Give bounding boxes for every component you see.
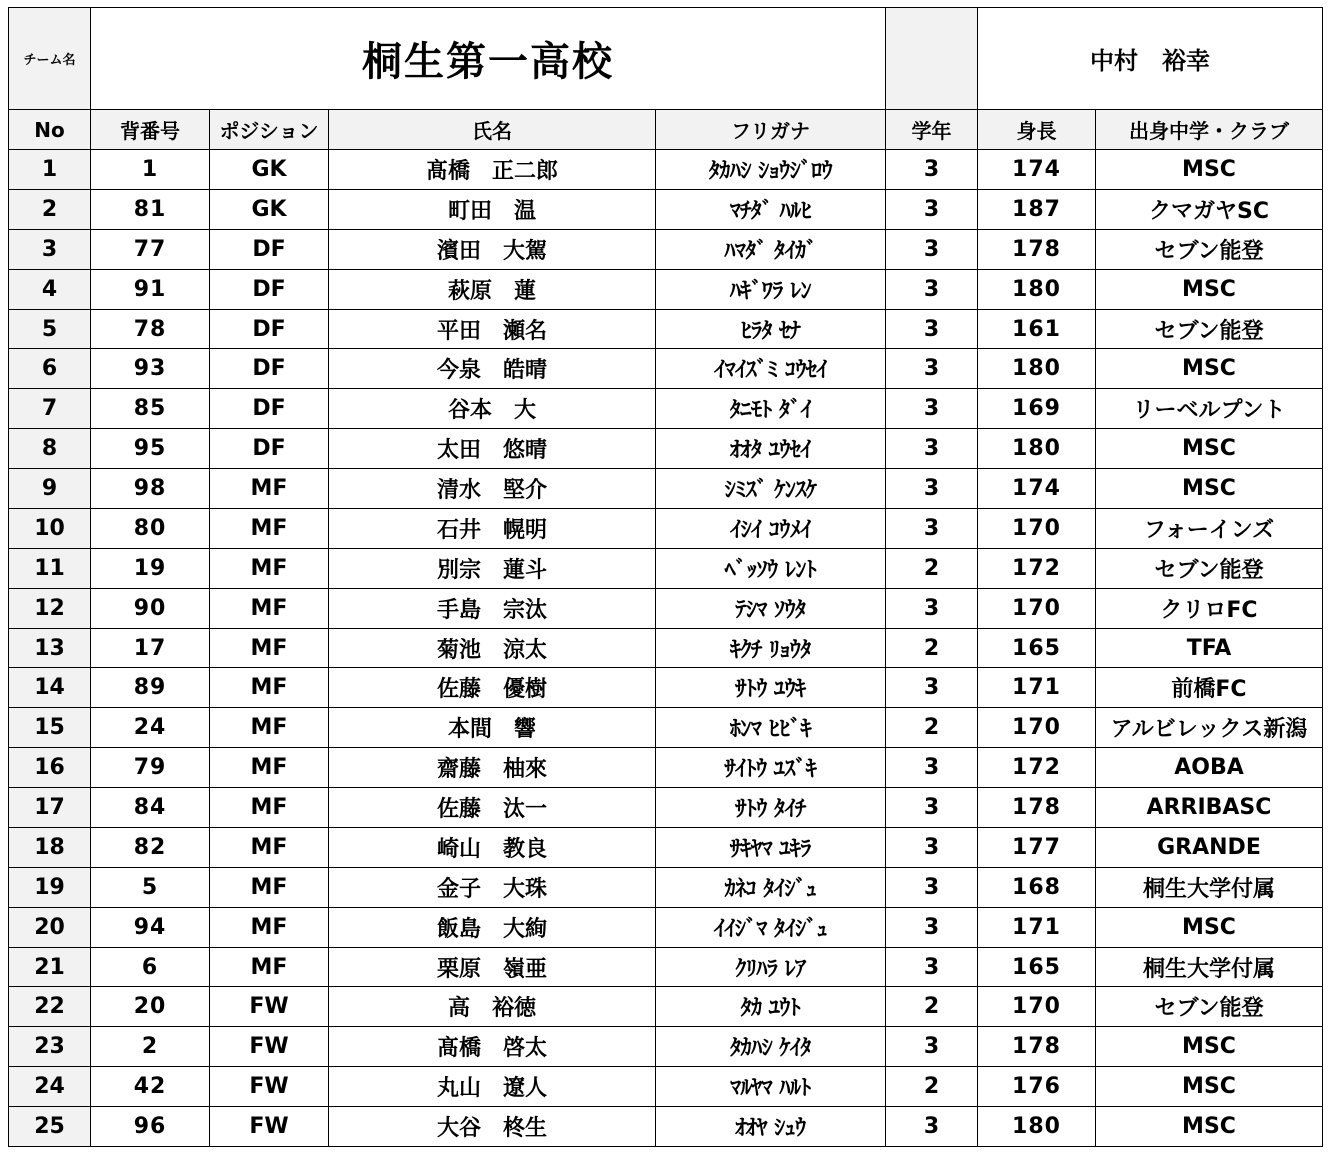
cell-position: FW: [210, 987, 329, 1027]
cell-grade: 3: [886, 229, 978, 269]
cell-height: 169: [978, 389, 1096, 429]
col-header-kana: フリガナ: [656, 110, 886, 150]
cell-no: 18: [9, 827, 91, 867]
cell-kana: ﾀｶ ﾕｳﾄ: [656, 987, 886, 1027]
cell-kana: ｻﾄｳ ﾀｲﾁ: [656, 788, 886, 828]
cell-number: 6: [91, 947, 210, 987]
cell-height: 180: [978, 269, 1096, 309]
cell-position: MF: [210, 628, 329, 668]
col-header-club: 出身中学・クラブ: [1096, 110, 1323, 150]
table-row: [9, 349, 1323, 389]
cell-name: 萩原 蓮: [329, 269, 656, 309]
cell-grade: 3: [886, 469, 978, 509]
cell-position: MF: [210, 947, 329, 987]
table-row: [9, 1027, 1323, 1067]
cell-club: 桐生大学付属: [1096, 947, 1323, 987]
table-row: [9, 229, 1323, 269]
cell-position: FW: [210, 1107, 329, 1147]
table-row: [9, 469, 1323, 509]
col-header-position: ポジション: [210, 110, 329, 150]
table-row: [9, 1067, 1323, 1107]
cell-no: 2: [9, 189, 91, 229]
col-header-height: 身長: [978, 110, 1096, 150]
cell-number: 20: [91, 987, 210, 1027]
cell-no: 5: [9, 309, 91, 349]
cell-position: MF: [210, 469, 329, 509]
cell-club: MSC: [1096, 907, 1323, 947]
cell-height: 172: [978, 548, 1096, 588]
cell-club: TFA: [1096, 628, 1323, 668]
cell-grade: 3: [886, 668, 978, 708]
cell-number: 94: [91, 907, 210, 947]
cell-kana: ﾏﾙﾔﾏ ﾊﾙﾄ: [656, 1067, 886, 1107]
cell-kana: ﾀﾆﾓﾄ ﾀﾞｲ: [656, 389, 886, 429]
cell-name: 清水 堅介: [329, 469, 656, 509]
cell-club: クマガヤSC: [1096, 189, 1323, 229]
cell-club: アルビレックス新潟: [1096, 708, 1323, 748]
cell-height: 174: [978, 150, 1096, 190]
cell-kana: ﾎﾝﾏ ﾋﾋﾞｷ: [656, 708, 886, 748]
cell-height: 177: [978, 827, 1096, 867]
cell-kana: ｲｼｲ ｺｳﾒｲ: [656, 508, 886, 548]
table-row: [9, 150, 1323, 190]
cell-no: 19: [9, 867, 91, 907]
cell-no: 4: [9, 269, 91, 309]
cell-club: 前橋FC: [1096, 668, 1323, 708]
col-header-grade: 学年: [886, 110, 978, 150]
coach-name: 中村 裕幸: [978, 8, 1323, 110]
cell-no: 3: [9, 229, 91, 269]
table-row: [9, 748, 1323, 788]
cell-name: 栗原 嶺亜: [329, 947, 656, 987]
cell-name: 平田 瀬名: [329, 309, 656, 349]
cell-grade: 3: [886, 588, 978, 628]
cell-no: 21: [9, 947, 91, 987]
cell-name: 谷本 大: [329, 389, 656, 429]
table-row: [9, 668, 1323, 708]
cell-position: MF: [210, 708, 329, 748]
cell-kana: ﾍﾞｯｿｳ ﾚﾝﾄ: [656, 548, 886, 588]
col-header-no: No: [9, 110, 91, 150]
table-row: [9, 389, 1323, 429]
cell-club: GRANDE: [1096, 827, 1323, 867]
cell-height: 187: [978, 189, 1096, 229]
cell-club: 桐生大学付属: [1096, 867, 1323, 907]
cell-number: 85: [91, 389, 210, 429]
cell-height: 178: [978, 1027, 1096, 1067]
cell-height: 170: [978, 588, 1096, 628]
cell-no: 13: [9, 628, 91, 668]
player-rows: [9, 150, 1323, 1147]
team-label: チーム名: [9, 8, 91, 110]
cell-grade: 3: [886, 947, 978, 987]
cell-position: DF: [210, 429, 329, 469]
cell-number: 78: [91, 309, 210, 349]
cell-grade: 2: [886, 628, 978, 668]
cell-kana: ｲﾏｲｽﾞﾐ ｺｳｾｲ: [656, 349, 886, 389]
table-row: [9, 548, 1323, 588]
cell-kana: ｻｷﾔﾏ ﾕｷﾗ: [656, 827, 886, 867]
cell-club: セブン能登: [1096, 548, 1323, 588]
cell-name: 町田 温: [329, 189, 656, 229]
cell-height: 178: [978, 788, 1096, 828]
cell-name: 石井 幌明: [329, 508, 656, 548]
cell-number: 98: [91, 469, 210, 509]
cell-height: 165: [978, 628, 1096, 668]
cell-number: 84: [91, 788, 210, 828]
cell-position: MF: [210, 907, 329, 947]
cell-kana: ｶﾈｺ ﾀｲｼﾞｭ: [656, 867, 886, 907]
cell-name: 佐藤 優樹: [329, 668, 656, 708]
cell-club: MSC: [1096, 429, 1323, 469]
cell-position: MF: [210, 827, 329, 867]
cell-no: 11: [9, 548, 91, 588]
table-row: [9, 628, 1323, 668]
cell-name: 金子 大珠: [329, 867, 656, 907]
cell-number: 91: [91, 269, 210, 309]
cell-no: 20: [9, 907, 91, 947]
cell-name: 崎山 教良: [329, 827, 656, 867]
cell-grade: 2: [886, 987, 978, 1027]
cell-number: 42: [91, 1067, 210, 1107]
table-row: [9, 508, 1323, 548]
table-row: [9, 309, 1323, 349]
col-header-number: 背番号: [91, 110, 210, 150]
table-row: [9, 708, 1323, 748]
cell-number: 80: [91, 508, 210, 548]
cell-kana: ﾏﾁﾀﾞ ﾊﾙﾋ: [656, 189, 886, 229]
cell-number: 1: [91, 150, 210, 190]
cell-position: MF: [210, 508, 329, 548]
cell-position: DF: [210, 269, 329, 309]
table-row: [9, 987, 1323, 1027]
cell-number: 89: [91, 668, 210, 708]
cell-kana: ﾋﾗﾀ ｾﾅ: [656, 309, 886, 349]
cell-height: 161: [978, 309, 1096, 349]
cell-no: 7: [9, 389, 91, 429]
cell-number: 17: [91, 628, 210, 668]
table-row: [9, 788, 1323, 828]
cell-number: 79: [91, 748, 210, 788]
cell-position: MF: [210, 788, 329, 828]
cell-number: 90: [91, 588, 210, 628]
cell-number: 5: [91, 867, 210, 907]
cell-no: 22: [9, 987, 91, 1027]
col-header-name: 氏名: [329, 110, 656, 150]
cell-kana: ﾃｼﾏ ｿｳﾀ: [656, 588, 886, 628]
cell-kana: ﾊｷﾞﾜﾗ ﾚﾝ: [656, 269, 886, 309]
cell-name: 齋藤 柚來: [329, 748, 656, 788]
cell-grade: 3: [886, 269, 978, 309]
cell-kana: ｷｸﾁ ﾘｮｳﾀ: [656, 628, 886, 668]
cell-grade: 3: [886, 907, 978, 947]
table-row: [9, 907, 1323, 947]
cell-club: MSC: [1096, 150, 1323, 190]
cell-no: 6: [9, 349, 91, 389]
cell-number: 77: [91, 229, 210, 269]
cell-position: GK: [210, 189, 329, 229]
cell-name: 濱田 大駕: [329, 229, 656, 269]
cell-kana: ｸﾘﾊﾗ ﾚｱ: [656, 947, 886, 987]
cell-position: FW: [210, 1067, 329, 1107]
cell-height: 172: [978, 748, 1096, 788]
column-header-row: [9, 110, 1323, 150]
cell-height: 168: [978, 867, 1096, 907]
cell-no: 25: [9, 1107, 91, 1147]
cell-position: DF: [210, 309, 329, 349]
cell-club: セブン能登: [1096, 229, 1323, 269]
cell-height: 180: [978, 1107, 1096, 1147]
table-row: [9, 1107, 1323, 1147]
cell-kana: ｼﾐｽﾞ ｹﾝｽｹ: [656, 469, 886, 509]
cell-height: 171: [978, 907, 1096, 947]
cell-height: 178: [978, 229, 1096, 269]
cell-club: MSC: [1096, 349, 1323, 389]
cell-height: 171: [978, 668, 1096, 708]
cell-no: 24: [9, 1067, 91, 1107]
cell-club: MSC: [1096, 269, 1323, 309]
cell-position: DF: [210, 229, 329, 269]
cell-number: 96: [91, 1107, 210, 1147]
cell-number: 93: [91, 349, 210, 389]
cell-grade: 3: [886, 309, 978, 349]
cell-name: 今泉 皓晴: [329, 349, 656, 389]
roster-table: [8, 7, 1323, 1147]
table-row: [9, 189, 1323, 229]
team-name: 桐生第一高校: [91, 8, 886, 110]
cell-name: 佐藤 汰一: [329, 788, 656, 828]
cell-height: 180: [978, 349, 1096, 389]
cell-number: 24: [91, 708, 210, 748]
team-header-row: [9, 8, 1323, 110]
table-row: [9, 429, 1323, 469]
cell-club: MSC: [1096, 1067, 1323, 1107]
cell-kana: ﾊﾏﾀﾞ ﾀｲｶﾞ: [656, 229, 886, 269]
cell-height: 170: [978, 508, 1096, 548]
cell-number: 81: [91, 189, 210, 229]
cell-name: 髙橋 正二郎: [329, 150, 656, 190]
table-row: [9, 867, 1323, 907]
cell-grade: 3: [886, 827, 978, 867]
cell-no: 23: [9, 1027, 91, 1067]
cell-no: 12: [9, 588, 91, 628]
cell-grade: 3: [886, 748, 978, 788]
cell-position: MF: [210, 548, 329, 588]
cell-number: 82: [91, 827, 210, 867]
cell-kana: ｻｲﾄｳ ﾕｽﾞｷ: [656, 748, 886, 788]
cell-grade: 3: [886, 1107, 978, 1147]
cell-club: クリロFC: [1096, 588, 1323, 628]
cell-name: 太田 悠晴: [329, 429, 656, 469]
cell-grade: 3: [886, 508, 978, 548]
cell-kana: ｵｵﾀ ﾕｳｾｲ: [656, 429, 886, 469]
table-row: [9, 947, 1323, 987]
cell-no: 14: [9, 668, 91, 708]
table-row: [9, 588, 1323, 628]
cell-height: 180: [978, 429, 1096, 469]
cell-club: AOBA: [1096, 748, 1323, 788]
cell-number: 2: [91, 1027, 210, 1067]
cell-no: 10: [9, 508, 91, 548]
cell-club: MSC: [1096, 1027, 1323, 1067]
cell-club: MSC: [1096, 1107, 1323, 1147]
cell-position: DF: [210, 389, 329, 429]
cell-height: 170: [978, 708, 1096, 748]
cell-club: MSC: [1096, 469, 1323, 509]
cell-name: 高 裕徳: [329, 987, 656, 1027]
cell-grade: 3: [886, 1027, 978, 1067]
cell-club: ARRIBASC: [1096, 788, 1323, 828]
cell-kana: ﾀｶﾊｼ ｹｲﾀ: [656, 1027, 886, 1067]
cell-number: 95: [91, 429, 210, 469]
cell-no: 17: [9, 788, 91, 828]
cell-grade: 3: [886, 349, 978, 389]
cell-grade: 3: [886, 389, 978, 429]
cell-position: GK: [210, 150, 329, 190]
cell-no: 15: [9, 708, 91, 748]
cell-club: フォーインズ: [1096, 508, 1323, 548]
cell-grade: 2: [886, 708, 978, 748]
cell-name: 別宗 蓮斗: [329, 548, 656, 588]
cell-club: セブン能登: [1096, 987, 1323, 1027]
cell-height: 165: [978, 947, 1096, 987]
cell-height: 174: [978, 469, 1096, 509]
cell-no: 8: [9, 429, 91, 469]
cell-grade: 2: [886, 548, 978, 588]
header-blank-cell: [886, 8, 978, 110]
cell-club: リーベルプント: [1096, 389, 1323, 429]
cell-grade: 2: [886, 1067, 978, 1107]
cell-grade: 3: [886, 429, 978, 469]
cell-grade: 3: [886, 788, 978, 828]
cell-kana: ｲｲｼﾞﾏ ﾀｲｼﾞｭ: [656, 907, 886, 947]
cell-club: セブン能登: [1096, 309, 1323, 349]
cell-name: 大谷 柊生: [329, 1107, 656, 1147]
cell-name: 髙橋 啓太: [329, 1027, 656, 1067]
cell-kana: ｻﾄｳ ﾕｳｷ: [656, 668, 886, 708]
cell-position: DF: [210, 349, 329, 389]
cell-name: 手島 宗汰: [329, 588, 656, 628]
cell-no: 1: [9, 150, 91, 190]
cell-position: MF: [210, 867, 329, 907]
table-row: [9, 269, 1323, 309]
cell-name: 飯島 大絢: [329, 907, 656, 947]
cell-no: 16: [9, 748, 91, 788]
cell-height: 170: [978, 987, 1096, 1027]
cell-kana: ｵｵﾔ ｼｭｳ: [656, 1107, 886, 1147]
cell-position: MF: [210, 588, 329, 628]
cell-name: 丸山 遼人: [329, 1067, 656, 1107]
table-row: [9, 827, 1323, 867]
cell-kana: ﾀｶﾊｼ ｼｮｳｼﾞﾛｳ: [656, 150, 886, 190]
cell-name: 菊池 涼太: [329, 628, 656, 668]
cell-position: MF: [210, 668, 329, 708]
cell-position: MF: [210, 748, 329, 788]
cell-position: FW: [210, 1027, 329, 1067]
cell-name: 本間 響: [329, 708, 656, 748]
cell-grade: 3: [886, 189, 978, 229]
cell-grade: 3: [886, 150, 978, 190]
cell-no: 9: [9, 469, 91, 509]
cell-number: 19: [91, 548, 210, 588]
cell-grade: 3: [886, 867, 978, 907]
cell-height: 176: [978, 1067, 1096, 1107]
